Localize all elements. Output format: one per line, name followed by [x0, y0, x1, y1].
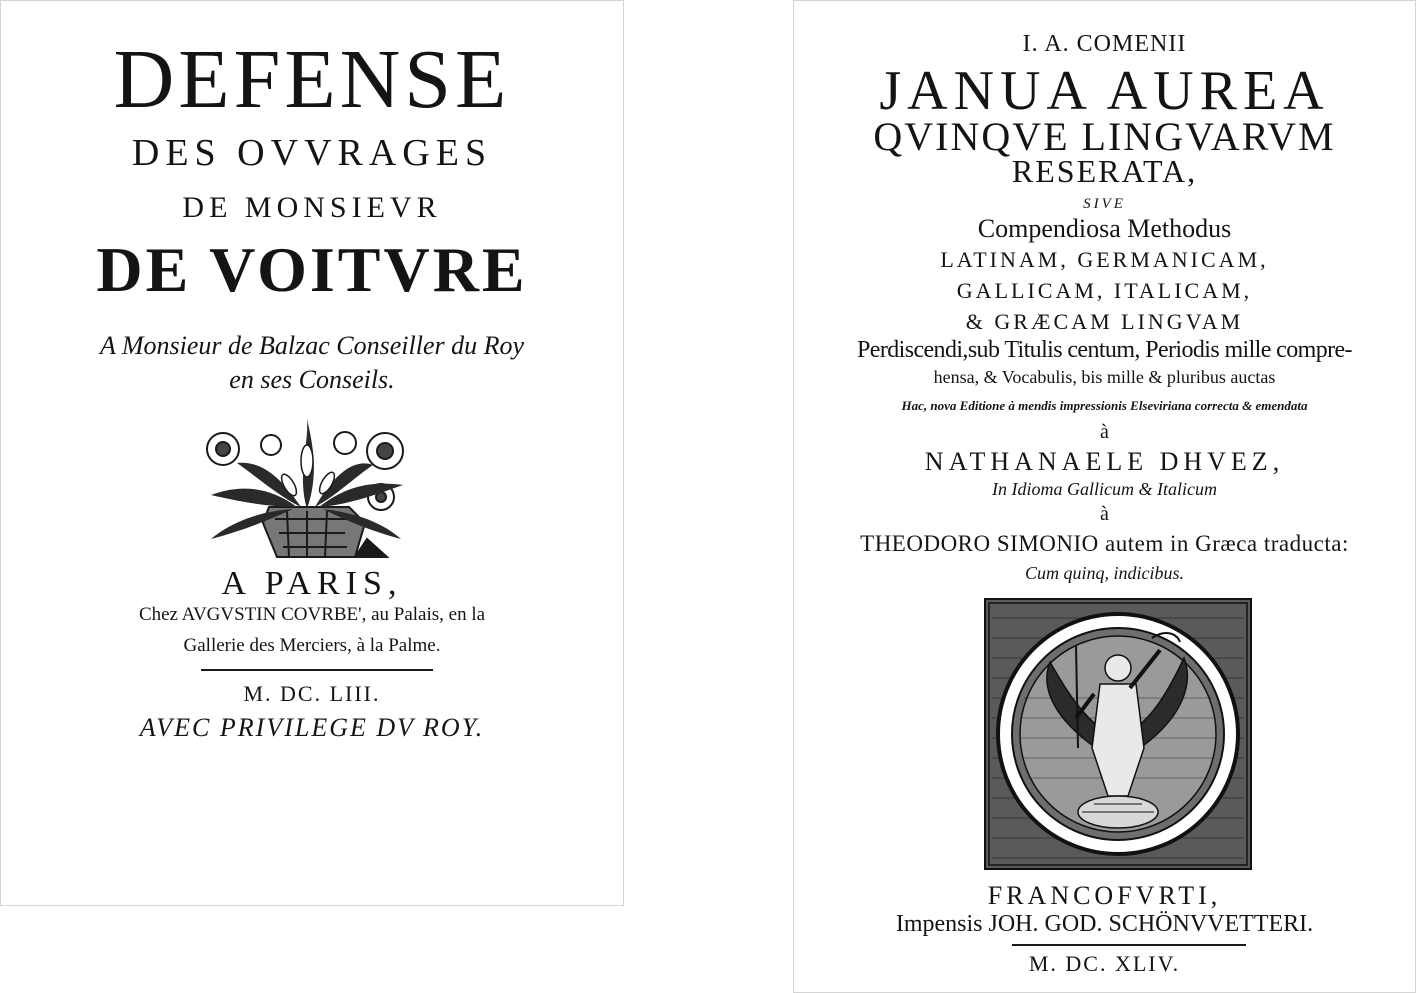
right-title-page [793, 0, 1416, 993]
right-translator-2: THEODORO SIMONIO autem in Græca traducta: [860, 531, 1349, 556]
right-sub-5: Perdiscendi,sub Titulis centum, Periodis mille compre- [857, 337, 1352, 363]
right-title-3: RESERATA, [1011, 153, 1198, 189]
right-author: I. A. COMENII [1022, 31, 1187, 57]
right-title-2: QVINQVE LINGVARVM [873, 114, 1336, 159]
right-sub-3: GALLICAM, ITALICAM, [956, 278, 1253, 303]
flower-basket-icon [197, 415, 417, 563]
right-title-1: JANUA AUREA [879, 60, 1330, 122]
right-a-1: à [1100, 421, 1109, 443]
left-city: A PARIS, [221, 565, 403, 602]
right-a-2: à [1100, 503, 1109, 525]
left-printer-2: Gallerie des Merciers, à la Palme. [183, 635, 441, 656]
left-privilege: AVEC PRIVILEGE DV ROY. [139, 713, 485, 742]
winged-figure-emblem-icon [984, 598, 1252, 870]
left-printer-1: Chez AVGVSTIN COVRBE', au Palais, en la [138, 604, 486, 625]
left-divider [201, 669, 433, 671]
left-title: DEFENSE [113, 33, 511, 126]
right-edition-note: Hac, nova Editione à mendis impressionis Elseviriana correcta & emendata [901, 398, 1308, 413]
right-translator-1-note: In Idioma Gallicum & Italicum [992, 479, 1217, 499]
right-sub-4: & GRÆCAM LINGVAM [965, 309, 1244, 334]
left-dedication-1: A Monsieur de Balzac Conseiller du Roy [99, 331, 525, 360]
right-sub-2: LATINAM, GERMANICAM, [940, 247, 1269, 272]
right-sub-1: Compendiosa Methodus [977, 214, 1232, 243]
right-indices: Cum quinq, indicibus. [1024, 563, 1184, 583]
left-year: M. DC. LIII. [243, 681, 381, 706]
right-sive: SIVE [1083, 196, 1126, 212]
left-line-3: DE MONSIEVR [182, 191, 442, 224]
right-publisher: Impensis JOH. GOD. SCHÖNVVETTERI. [895, 911, 1314, 937]
right-translator-1: NATHANAELE DHVEZ, [924, 447, 1285, 476]
left-title-page [0, 0, 624, 906]
left-line-4: DE VOITVRE [96, 234, 528, 305]
left-line-2: DES OVVRAGES [131, 132, 493, 174]
right-year: M. DC. XLIV. [1028, 951, 1181, 976]
right-sub-6: hensa, & Vocabulis, bis mille & pluribus auctas [933, 367, 1276, 387]
left-dedication-2: en ses Conseils. [229, 365, 395, 394]
right-city: FRANCOFVRTI, [987, 881, 1222, 910]
right-divider [1012, 944, 1246, 946]
